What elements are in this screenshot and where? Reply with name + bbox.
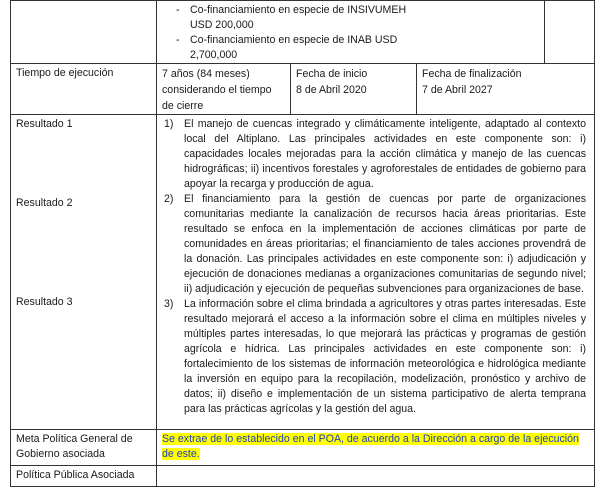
- project-info-table: [10, 0, 595, 487]
- result-text: El manejo de cuencas integrado y climáticamente inteligente, adaptado al contexto local del Altiplano. Las principales actividades en este componente son: i) capacidades locales mejoradas para la acción climática y manejo de las cuencas hidrográficas; ii) incentivos forestales y agroforestales de entidades de gobierno para apoyar la recarga y producción de agua.: [184, 118, 587, 190]
- funding-item-text: Co-financiamiento en especie de INSIVUMEH USD 200,000: [190, 4, 407, 31]
- funding-row: [11, 1, 595, 64]
- bullet-dash: -: [176, 4, 180, 16]
- funding-item: [176, 33, 539, 63]
- bullet-dash: -: [176, 34, 180, 46]
- result-label-2: Resultado 2: [16, 197, 73, 209]
- funding-label-cell: [11, 1, 157, 64]
- start-date-cell: [291, 64, 417, 115]
- politica-publica-row: [11, 466, 595, 487]
- politica-publica-label: Política Pública Asociada: [11, 466, 157, 487]
- execution-row: [11, 64, 595, 115]
- document-page: [10, 0, 594, 487]
- end-date-label: Fecha de finalización: [422, 68, 522, 80]
- result-number: 3): [164, 298, 174, 310]
- funding-item-text: Co-financiamiento en especie de INAB USD 2,700,000: [190, 34, 398, 61]
- result-label-1: Resultado 1: [16, 118, 73, 130]
- funding-list: [162, 3, 539, 63]
- results-row: [11, 115, 595, 430]
- result-text: El financiamiento para la gestión de cuencas por parte de organizaciones comunitarias mediante la canalización de recursos hacia áreas prioritarias. Este resultado se enfoca en la implementación de acciones climáticas por parte de comunidades en áreas prioritarias; el financiamiento de tales acciones provendrá de la donación. Las principales actividades en este componente son: i) adjudicación y ejecución de donaciones medianas a organizaciones comunitarias de segundo nivel; ii) adjudicación y ejecución de pequeñas subvenciones para organizaciones de base.: [184, 193, 587, 295]
- funding-item: [176, 3, 539, 33]
- result-item: [162, 117, 586, 192]
- results-labels-cell: [11, 115, 157, 430]
- meta-politica-row: [11, 430, 595, 466]
- meta-politica-highlighted-text: Se extrae de lo establecido en el POA, de acuerdo a la Dirección a cargo de la ejecución de este.: [162, 433, 579, 460]
- start-date-label: Fecha de inicio: [296, 68, 368, 80]
- politica-publica-value: [157, 466, 595, 487]
- result-number: 2): [164, 193, 174, 205]
- result-item: [162, 192, 586, 297]
- result-text: La información sobre el clima brindada a agricultores y otras partes interesadas. Este resultado mejorará el acceso a la información sobre el clima en múltiples niveles y múltiples partes interesadas, lo que mejorará las prácticas y programas de gestión agrícola e hídrica. Las principales actividades en este componente son: i) fortalecimiento de los sistemas de información meteorológica e hidrológica mediante la inversión en equipo para la recopilación, modelización, pronóstico y archivo de datos; ii) diseño e implementación de un sistema participativo de alerta temprana para las prácticas agrícolas y la gestión del agua.: [184, 298, 587, 415]
- result-number: 1): [164, 118, 174, 130]
- result-item: [162, 297, 586, 417]
- result-label-3: Resultado 3: [16, 296, 73, 308]
- execution-label: Tiempo de ejecución: [11, 64, 157, 115]
- results-list: [162, 117, 586, 417]
- execution-duration: 7 años (84 meses) considerando el tiempo de cierre: [157, 64, 291, 115]
- meta-politica-value-cell: [157, 430, 595, 466]
- results-content-cell: [157, 115, 595, 430]
- funding-empty-cell: [545, 1, 595, 64]
- funding-items-cell: [157, 1, 545, 64]
- end-date-cell: [417, 64, 595, 115]
- start-date-value: 8 de Abril 2020: [296, 84, 367, 96]
- end-date-value: 7 de Abril 2027: [422, 84, 493, 96]
- meta-politica-label: Meta Política General de Gobierno asociada: [11, 430, 157, 466]
